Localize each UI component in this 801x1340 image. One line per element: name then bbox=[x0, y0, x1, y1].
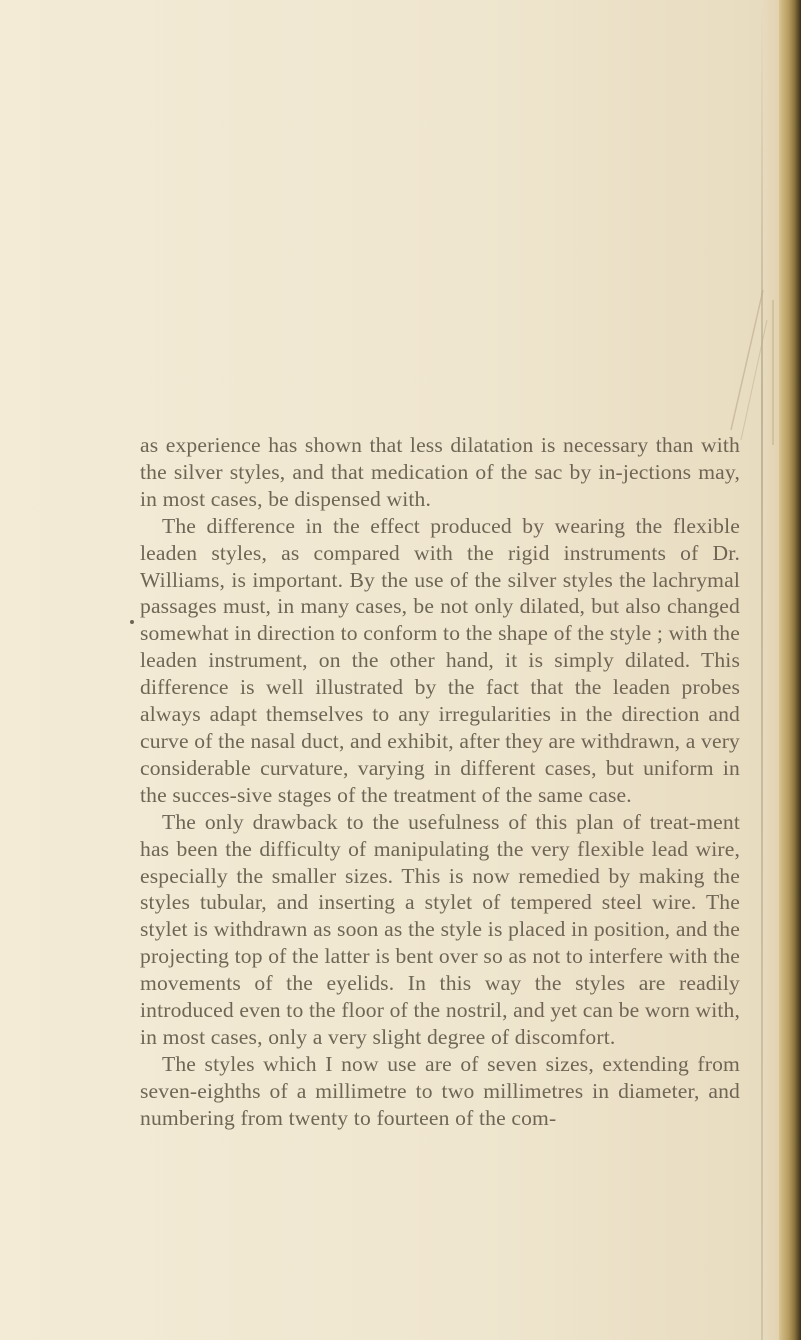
page-fold-shadow bbox=[761, 0, 763, 1340]
paragraph-3: The only drawback to the usefulness of this plan of treat-ment has been the difficulty of manipulating the very flexible lead wire, especially the smaller sizes. This is now remedied by making the styles tubular, and inserting a stylet of tempered steel wire. The stylet is withdrawn as soon as the style is placed in position, and the projecting top of the latter is bent over so as not to interfere with the movements of the eyelids. In this way the styles are readily introduced even to the floor of the nostril, and yet can be worn with, in most cases, only a very slight degree of discomfort. bbox=[140, 809, 740, 1049]
paragraph-2: The difference in the effect produced by wearing the flexible leaden styles, as compared with the rigid instruments of Dr. Williams, is important. By the use of the silver styles the lachrymal passages must, in many cases, be not only dilated, but also changed somewhat in direction to conform to the shape of the style ; with the leaden instrument, on the other hand, it is simply dilated. This difference is well illustrated by the fact that the leaden probes always adapt themselves to any irregularities in the direction and curve of the nasal duct, and exhibit, after they are withdrawn, a very considerable curvature, varying in different cases, but uniform in the succes-sive stages of the treatment of the same case. bbox=[140, 513, 740, 807]
paragraph-4: The styles which I now use are of seven sizes, extending from seven-eighths of a millimetre to two millimetres in diameter, and numbering from twenty to fourteen of the com- bbox=[140, 1051, 740, 1130]
stray-dot bbox=[130, 620, 134, 624]
bleed-through-mark bbox=[701, 280, 781, 450]
body-text bbox=[140, 432, 740, 1132]
binding-gutter bbox=[779, 0, 801, 1340]
paragraph-1: as experience has shown that less dilatation is necessary than with the silver styles, and that medication of the sac by in-jections may, in most cases, be dispensed with. bbox=[140, 433, 740, 511]
